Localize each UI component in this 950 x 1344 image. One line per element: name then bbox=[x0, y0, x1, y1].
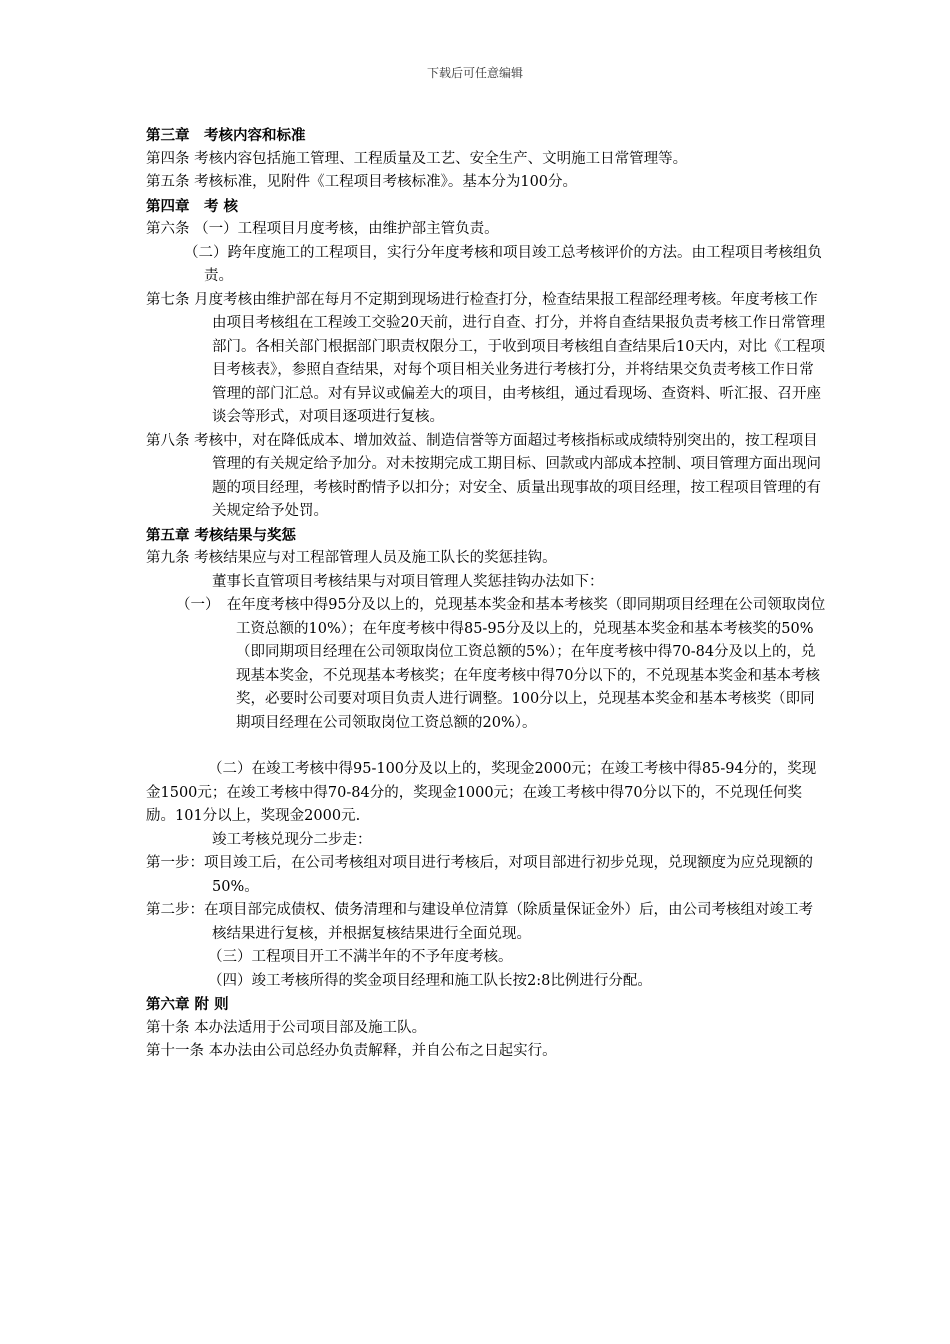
page-header: 下载后可任意编辑 bbox=[426, 66, 523, 80]
article-paragraph: 第十条 本办法适用于公司项目部及施工队。 bbox=[146, 1019, 427, 1036]
intro-paragraph: 竣工考核兑现分二步走： bbox=[212, 831, 372, 848]
article-paragraph: 第八条 考核中，对在降低成本、增加效益、制造信誉等方面超过考核指标或成绩特别突出的，按工程项目管理的有关规定给予加分。对未按期完成工期目标、回款或内部成本控制、项目管理方面出现问题的项目经理，考核时酌情予以扣分；对安全、质量出现事故的项目经理，按工程项目管理的有关规定给予处罚。 bbox=[146, 432, 821, 519]
numbered-item-paragraph: （一） 在年度考核中得95分及以上的，兑现基本奖金和基本考核奖（即同期项目经理在公司领取岗位工资总额的10%）；在年度考核中得85-95分及以上的，兑现基本奖金和基本考核奖的50%（即同期项目经理在公司领取岗位工资总额的5%）；在年度考核中得70-84分及以上的，兑现基本奖金，不兑现基本考核奖；在年度考核中得70分以下的，不兑现基本奖金和基本考核奖，必要时公司要对项目负责人进行调整。100分以上，兑现基本奖金和基本考核奖（即同期项目经理在公司领取岗位工资总额的20%）。 bbox=[176, 597, 826, 731]
chapter-heading: 第四章 考 核 bbox=[146, 197, 239, 215]
numbered-item-paragraph: （四）竣工考核所得的奖金项目经理和施工队长按2:8比例进行分配。 bbox=[208, 972, 652, 989]
document-body bbox=[146, 124, 826, 1064]
chapter-heading: 第三章 考核内容和标准 bbox=[146, 127, 306, 144]
article-paragraph: 第九条 考核结果应与对工程部管理人员及施工队长的奖惩挂钩。 bbox=[146, 550, 557, 566]
sub-item-paragraph: （二）跨年度施工的工程项目，实行分年度考核和项目竣工总考核评价的方法。由工程项目考核组负责。 bbox=[184, 244, 822, 284]
step-paragraph: 第一步：项目竣工后，在公司考核组对项目进行考核后，对项目部进行初步兑现，兑现额度为应兑现额的50%。 bbox=[146, 855, 813, 895]
numbered-item-paragraph: （二）在竣工考核中得95-100分及以上的，奖现金2000元；在竣工考核中得85-94分的，奖现金1500元；在竣工考核中得70-84分的，奖现金1000元；在竣工考核中得70分以下的，不兑现任何奖励。101分以上，奖现金2000元. bbox=[146, 761, 817, 824]
chapter-heading: 第五章 考核结果与奖惩 bbox=[146, 526, 297, 544]
numbered-item-paragraph: （三）工程项目开工不满半年的不予年度考核。 bbox=[208, 949, 513, 965]
article-paragraph: 第十一条 本办法由公司总经办负责解释，并自公布之日起实行。 bbox=[146, 1043, 557, 1059]
article-paragraph: 第七条 月度考核由维护部在每月不定期到现场进行检查打分，检查结果报工程部经理考核。年度考核工作由项目考核组在工程竣工交验20天前，进行自查、打分，并将自查结果报负责考核工作日常管理部门。各相关部门根据部门职责权限分工，于收到项目考核组自查结果后10天内，对比《工程项目考核表》，参照自查结果，对每个项目相关业务进行考核打分，并将结果交负责考核工作日常管理的部门汇总。对有异议或偏差大的项目，由考核组，通过看现场、查资料、听汇报、召开座谈会等形式，对项目逐项进行复核。 bbox=[146, 291, 825, 425]
article-paragraph: 第五条 考核标准，见附件《工程项目考核标准》。基本分为100分。 bbox=[146, 174, 578, 190]
step-paragraph: 第二步：在项目部完成债权、债务清理和与建设单位清算（除质量保证金外）后，由公司考核组对竣工考核结果进行复核，并根据复核结果进行全面兑现。 bbox=[146, 902, 813, 942]
article-paragraph: 第六条 （一）工程项目月度考核，由维护部主管负责。 bbox=[146, 221, 499, 237]
blank-line bbox=[146, 735, 826, 758]
intro-paragraph: 董事长直管项目考核结果与对项目管理人奖惩挂钩办法如下： bbox=[212, 573, 604, 590]
chapter-heading: 第六章 附 则 bbox=[146, 996, 229, 1013]
article-paragraph: 第四条 考核内容包括施工管理、工程质量及工艺、安全生产、文明施工日常管理等。 bbox=[146, 150, 688, 167]
